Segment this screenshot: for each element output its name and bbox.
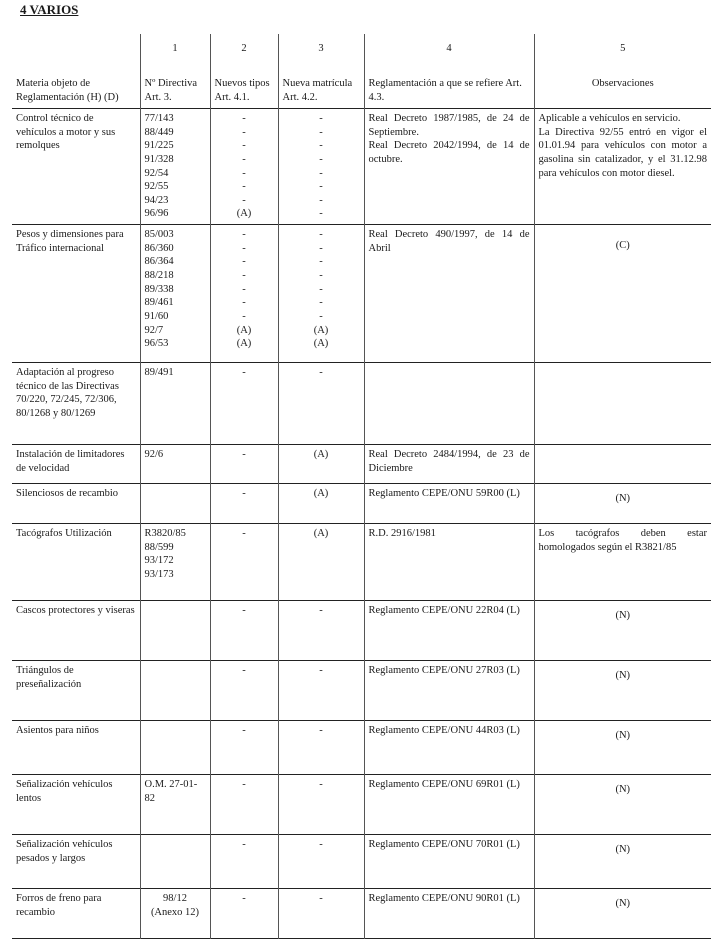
table-row (12, 225, 711, 363)
observacion-item: (N) (615, 670, 631, 682)
table-row (12, 484, 711, 524)
nueva-matricula-item: - (319, 229, 323, 241)
nuevos-tipos-item: - (242, 181, 246, 193)
nuevos-tipos-item: - (242, 167, 246, 179)
nueva-matricula-item: - (319, 367, 323, 379)
nueva-matricula-cell (278, 524, 364, 601)
directiva-item: 98/12 (163, 893, 187, 905)
nuevos-tipos-cell (210, 363, 278, 445)
directiva-cell (140, 445, 210, 484)
nueva-matricula-item: - (319, 297, 323, 309)
nuevos-tipos-item: - (242, 528, 246, 540)
observaciones-cell (534, 445, 711, 484)
nueva-matricula-item: - (319, 310, 323, 322)
directiva-item: (Anexo 12) (150, 906, 200, 918)
directiva-cell (140, 225, 210, 363)
observaciones-cell (534, 775, 711, 835)
regulation-table (12, 34, 711, 940)
nuevos-tipos-item: - (242, 126, 246, 138)
nuevos-tipos-item: - (242, 839, 246, 851)
nuevos-tipos-item: - (242, 242, 246, 254)
column-header-nueva-matricula: Nueva matrícula Art. 4.2. (278, 75, 364, 109)
directiva-item: 92/7 (144, 324, 164, 336)
directiva-cell (140, 524, 210, 601)
table-row (12, 889, 711, 939)
materia-cell (12, 445, 140, 484)
nuevos-tipos-item: - (242, 270, 246, 282)
nuevos-tipos-cell (210, 601, 278, 661)
observacion-item: Aplicable a vehículos en servicio. (538, 113, 681, 124)
directiva-cell (140, 835, 210, 889)
directiva-item: 93/173 (144, 569, 174, 581)
nueva-matricula-item: - (319, 153, 323, 165)
observacion-item: (N) (615, 610, 631, 622)
nueva-matricula-item: - (319, 126, 323, 138)
column-header-observaciones: Observaciones (534, 75, 711, 109)
reglamentacion-item: Reglamento CEPE/ONU 90R01 (L) (368, 893, 520, 905)
directiva-item: 86/364 (144, 256, 174, 268)
directiva-cell (140, 889, 210, 939)
reglamentacion-cell (364, 835, 534, 889)
nuevos-tipos-cell (210, 661, 278, 721)
observacion-item: (N) (615, 730, 631, 742)
nuevos-tipos-item: - (242, 665, 246, 677)
materia-text: Pesos y dimensiones para Tráfico internacional (16, 229, 124, 254)
reglamentacion-item: Real Decreto 2042/1994, de 14 de octubre. (368, 140, 530, 165)
observaciones-cell (534, 889, 711, 939)
nueva-matricula-cell (278, 363, 364, 445)
column-number: 5 (534, 34, 711, 75)
reglamentacion-item: Reglamento CEPE/ONU 59R00 (L) (368, 488, 520, 500)
directiva-item: 85/003 (144, 229, 174, 241)
observacion-item: (N) (615, 784, 631, 796)
directiva-item: 92/6 (144, 449, 164, 461)
nueva-matricula-item: (A) (313, 338, 329, 350)
directiva-item: 89/491 (144, 367, 174, 379)
reglamentacion-cell (364, 775, 534, 835)
reglamentacion-item: Reglamento CEPE/ONU 27R03 (L) (368, 665, 520, 677)
materia-cell (12, 889, 140, 939)
observaciones-cell (534, 484, 711, 524)
nuevos-tipos-item: (A) (236, 208, 252, 220)
reglamentacion-cell (364, 601, 534, 661)
observacion-item: (N) (615, 493, 631, 505)
reglamentacion-item: Real Decreto 1987/1985, de 24 de Septiembre. (368, 113, 530, 138)
materia-text: Triángulos de preseñalización (16, 665, 82, 690)
reglamentacion-item: R.D. 2916/1981 (368, 528, 436, 540)
nuevos-tipos-item: (A) (236, 324, 252, 336)
nueva-matricula-item: - (319, 256, 323, 268)
reglamentacion-cell (364, 363, 534, 445)
materia-cell (12, 661, 140, 721)
nuevos-tipos-cell (210, 484, 278, 524)
nueva-matricula-item: - (319, 893, 323, 905)
column-number: 4 (364, 34, 534, 75)
reglamentacion-cell (364, 889, 534, 939)
directiva-cell (140, 109, 210, 225)
nueva-matricula-cell (278, 661, 364, 721)
nuevos-tipos-cell (210, 109, 278, 225)
nueva-matricula-item: (A) (313, 449, 329, 461)
materia-text: Tacógrafos Utilización (16, 528, 112, 540)
materia-text: Instalación de limitadores de velocidad (16, 449, 125, 474)
reglamentacion-item: Real Decreto 2484/1994, de 23 de Diciembre (368, 449, 530, 474)
observaciones-cell (534, 835, 711, 889)
nueva-matricula-cell (278, 721, 364, 775)
nuevos-tipos-cell (210, 889, 278, 939)
observacion-item: (C) (615, 240, 630, 252)
nueva-matricula-item: - (319, 839, 323, 851)
nueva-matricula-cell (278, 889, 364, 939)
nuevos-tipos-item: - (242, 893, 246, 905)
reglamentacion-cell (364, 445, 534, 484)
materia-cell (12, 484, 140, 524)
nuevos-tipos-item: - (242, 153, 246, 165)
nueva-matricula-item: (A) (313, 488, 329, 500)
nuevos-tipos-item: - (242, 194, 246, 206)
observaciones-cell (534, 661, 711, 721)
nueva-matricula-item: - (319, 242, 323, 254)
materia-cell (12, 363, 140, 445)
nueva-matricula-item: - (319, 140, 323, 152)
nuevos-tipos-cell (210, 445, 278, 484)
materia-cell (12, 524, 140, 601)
table-row (12, 445, 711, 484)
materia-cell (12, 601, 140, 661)
directiva-item: 77/143 (144, 113, 174, 124)
reglamentacion-item: Reglamento CEPE/ONU 22R04 (L) (368, 605, 520, 617)
materia-text: Forros de freno para recambio (16, 893, 102, 918)
nuevos-tipos-item: - (242, 310, 246, 322)
materia-text: Asientos para niños (16, 725, 99, 737)
reglamentacion-item: Real Decreto 490/1997, de 14 de Abril (368, 229, 530, 254)
column-header-materia: Materia objeto de Reglamentación (H) (D) (16, 78, 119, 103)
nuevos-tipos-cell (210, 225, 278, 363)
reglamentacion-cell (364, 721, 534, 775)
nueva-matricula-item: - (319, 181, 323, 193)
directiva-item: 94/23 (144, 194, 169, 206)
section-title: 4 VARIOS (20, 2, 79, 17)
materia-cell (12, 109, 140, 225)
materia-cell (12, 835, 140, 889)
directiva-item: 86/360 (144, 242, 174, 254)
nuevos-tipos-item: - (242, 229, 246, 241)
nuevos-tipos-cell (210, 524, 278, 601)
observacion-item: Los tacógrafos deben estar homologados según el R3821/85 (538, 528, 707, 553)
observaciones-cell (534, 721, 711, 775)
observaciones-cell (534, 601, 711, 661)
nuevos-tipos-cell (210, 835, 278, 889)
nuevos-tipos-cell (210, 721, 278, 775)
table-row (12, 601, 711, 661)
regulation-table-wrap (12, 34, 711, 940)
directiva-item: 96/96 (144, 208, 169, 220)
nuevos-tipos-item: - (242, 779, 246, 791)
directiva-item: 88/449 (144, 126, 174, 138)
nuevos-tipos-item: - (242, 256, 246, 268)
materia-text: Señalización vehículos pesados y largos (16, 839, 113, 864)
observaciones-cell (534, 363, 711, 445)
materia-text: Silenciosos de recambio (16, 488, 119, 500)
observacion-item: (N) (615, 898, 631, 910)
observaciones-cell (534, 109, 711, 225)
directiva-item: O.M. 27-01-82 (144, 779, 198, 804)
column-header-row (12, 75, 711, 109)
table-row (12, 524, 711, 601)
observaciones-cell (534, 225, 711, 363)
nuevos-tipos-item: - (242, 605, 246, 617)
reglamentacion-cell (364, 225, 534, 363)
nueva-matricula-item: - (319, 779, 323, 791)
column-header-nuevos-tipos: Nuevos tipos Art. 4.1. (210, 75, 278, 109)
column-number: 3 (278, 34, 364, 75)
nuevos-tipos-item: - (242, 297, 246, 309)
directiva-item: 91/225 (144, 140, 174, 152)
table-row (12, 721, 711, 775)
directiva-item: 91/328 (144, 153, 174, 165)
reglamentacion-item: Reglamento CEPE/ONU 70R01 (L) (368, 839, 520, 851)
reglamentacion-item: Reglamento CEPE/ONU 44R03 (L) (368, 725, 520, 737)
nueva-matricula-cell (278, 225, 364, 363)
materia-cell (12, 721, 140, 775)
directiva-cell (140, 721, 210, 775)
nueva-matricula-item: (A) (313, 324, 329, 336)
nueva-matricula-item: - (319, 665, 323, 677)
directiva-item: 96/53 (144, 338, 169, 350)
nueva-matricula-item: - (319, 725, 323, 737)
reglamentacion-cell (364, 484, 534, 524)
materia-text: Control técnico de vehículos a motor y sus remolques (16, 113, 116, 152)
column-header-directiva: Nº Directiva Art. 3. (140, 75, 210, 109)
nueva-matricula-cell (278, 445, 364, 484)
nueva-matricula-cell (278, 484, 364, 524)
materia-cell (12, 775, 140, 835)
table-row (12, 835, 711, 889)
nueva-matricula-item: - (319, 270, 323, 282)
nuevos-tipos-item: - (242, 367, 246, 379)
directiva-item: 89/338 (144, 283, 174, 295)
table-row (12, 661, 711, 721)
nueva-matricula-cell (278, 109, 364, 225)
nueva-matricula-item: - (319, 208, 323, 220)
observaciones-cell (534, 524, 711, 601)
nueva-matricula-cell (278, 835, 364, 889)
directiva-cell (140, 484, 210, 524)
directiva-item: 88/599 (144, 541, 174, 553)
table-row (12, 363, 711, 445)
nuevos-tipos-item: - (242, 488, 246, 500)
column-header-reglamentacion: Reglamentación a que se refiere Art. 4.3. (364, 75, 534, 109)
directiva-item: 89/461 (144, 297, 174, 309)
nueva-matricula-item: - (319, 283, 323, 295)
nuevos-tipos-item: - (242, 113, 246, 124)
nuevos-tipos-item: - (242, 140, 246, 152)
reglamentacion-cell (364, 661, 534, 721)
nuevos-tipos-cell (210, 775, 278, 835)
reglamentacion-cell (364, 524, 534, 601)
column-number (12, 34, 140, 75)
materia-text: Cascos protectores y viseras (16, 605, 135, 617)
reglamentacion-cell (364, 109, 534, 225)
nueva-matricula-cell (278, 601, 364, 661)
table-row (12, 109, 711, 225)
directiva-cell (140, 661, 210, 721)
nuevos-tipos-item: - (242, 283, 246, 295)
nueva-matricula-item: (A) (313, 528, 329, 540)
materia-text: Adaptación al progreso técnico de las Directivas 70/220, 72/245, 72/306, 80/1268 y 80/1269 (16, 367, 119, 420)
nueva-matricula-item: - (319, 113, 323, 124)
nuevos-tipos-item: - (242, 725, 246, 737)
nueva-matricula-cell (278, 775, 364, 835)
column-number: 1 (140, 34, 210, 75)
nuevos-tipos-item: (A) (236, 338, 252, 350)
nuevos-tipos-item: - (242, 449, 246, 461)
directiva-item: 91/60 (144, 310, 169, 322)
materia-cell (12, 225, 140, 363)
nueva-matricula-item: - (319, 167, 323, 179)
directiva-cell (140, 601, 210, 661)
nueva-matricula-item: - (319, 194, 323, 206)
directiva-cell (140, 775, 210, 835)
observacion-item: (N) (615, 844, 631, 856)
directiva-item: 92/55 (144, 181, 169, 193)
materia-text: Señalización vehículos lentos (16, 779, 113, 804)
directiva-item: 88/218 (144, 270, 174, 282)
directiva-cell (140, 363, 210, 445)
directiva-item: 93/172 (144, 555, 174, 567)
nueva-matricula-item: - (319, 605, 323, 617)
column-number-row (12, 34, 711, 75)
table-row (12, 775, 711, 835)
observacion-item: La Directiva 92/55 entró en vigor el 01.01.94 para vehículos con motor a gasolina sin catalizador, y el 31.12.98 para vehículos con motor diesel. (538, 126, 707, 179)
reglamentacion-item: Reglamento CEPE/ONU 69R01 (L) (368, 779, 520, 791)
directiva-item: 92/54 (144, 167, 169, 179)
directiva-item: R3820/85 (144, 528, 186, 540)
column-number: 2 (210, 34, 278, 75)
